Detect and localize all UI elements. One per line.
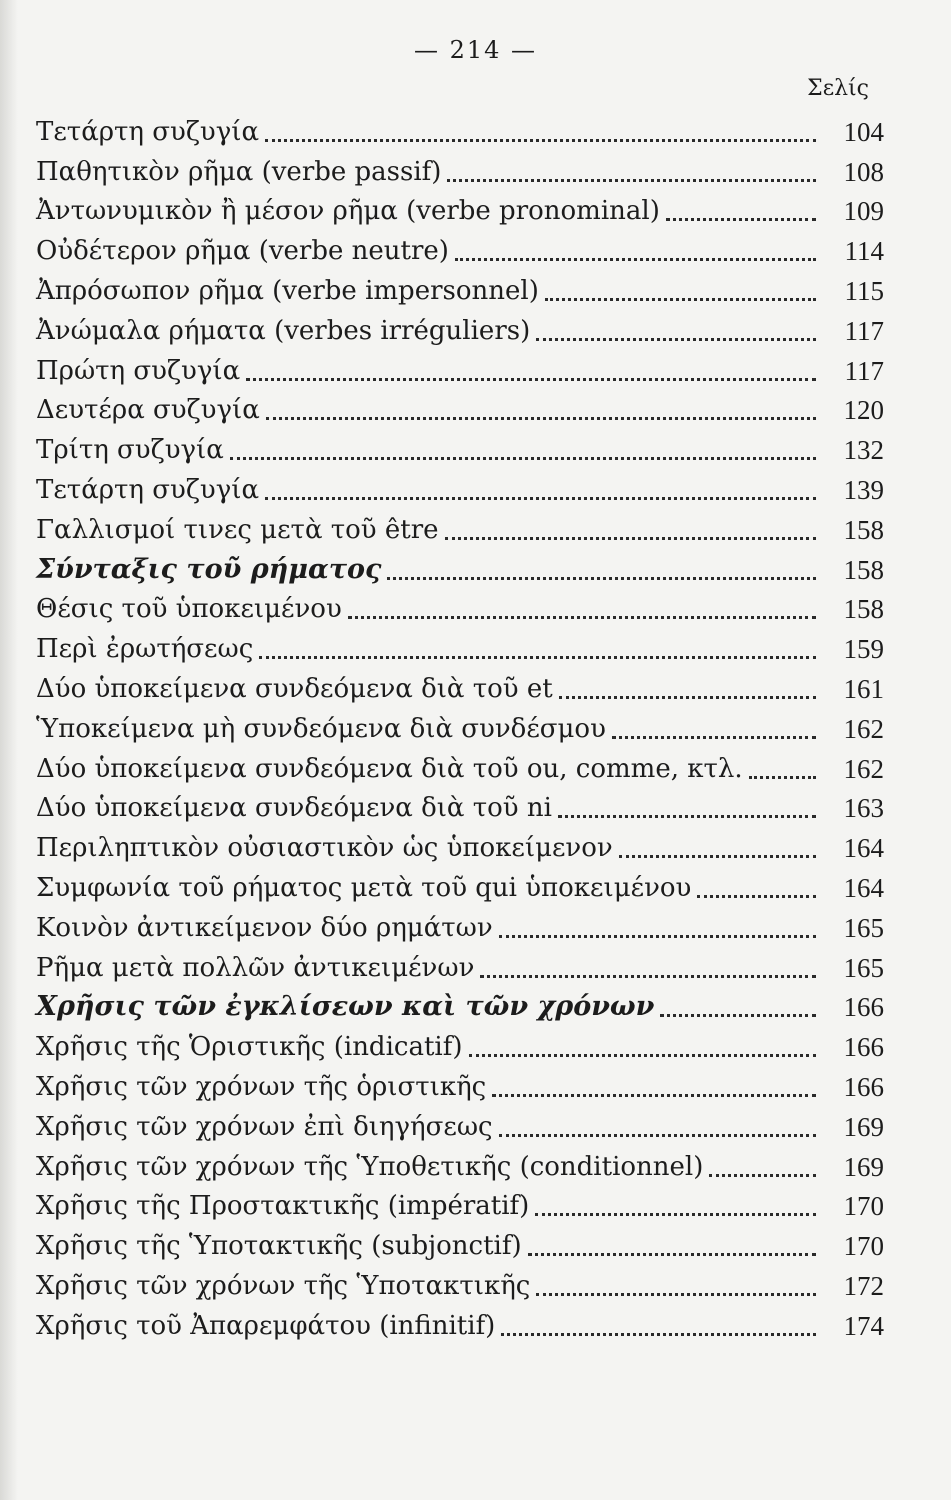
toc-entry-title: Χρῆσις τῆς Ὑποτακτικῆς (subjonctif) [36, 1231, 522, 1262]
toc-entry-title: Τετάρτη συζυγία [36, 474, 260, 505]
toc-entry-page: 120 [843, 395, 884, 426]
toc-entry-title: Χρῆσις τῶν χρόνων τῆς Ὑποτακτικῆς [36, 1270, 531, 1301]
toc-entry-page: 164 [843, 833, 884, 864]
toc-entry [36, 986, 884, 1026]
toc-entry-title: Παθητικὸν ρῆμα (verbe passif) [36, 156, 442, 187]
toc-entry-title: Οὐδέτερον ρῆμα (verbe neutre) [36, 236, 449, 267]
toc-entry-page: 169 [843, 1111, 884, 1142]
toc-entry-title: Δύο ὑποκείμενα συνδεόμενα διὰ τοῦ et [36, 673, 553, 704]
toc-entry-title: Χρῆσις τῶν χρόνων τῆς ὁριστικῆς [36, 1071, 487, 1102]
dot-leader [265, 487, 816, 500]
toc-entry-title: Κοινὸν ἀντικείμενον δύο ρημάτων [36, 912, 493, 943]
dot-leader [246, 368, 816, 381]
page-number: — 214 — [413, 36, 538, 64]
dot-leader [619, 845, 816, 858]
toc-entry [36, 548, 884, 588]
toc-entry-page: 164 [843, 872, 884, 903]
dot-leader [455, 248, 816, 261]
toc-entry-page: 158 [843, 514, 884, 545]
toc-entry [36, 389, 884, 429]
dot-leader [666, 208, 816, 221]
table-of-contents [36, 110, 884, 1344]
toc-entry-page: 169 [843, 1151, 884, 1182]
toc-entry-title: Τετάρτη συζυγία [36, 116, 260, 147]
toc-entry-title: Περὶ ἐρωτήσεως [36, 634, 254, 665]
toc-entry-title: Σύνταξις τοῦ ρήματος [36, 553, 382, 585]
toc-entry-page: 104 [843, 116, 884, 147]
toc-entry-title: Χρῆσις τῶν χρόνων ἐπὶ διηγήσεως [36, 1111, 493, 1142]
toc-entry-title: Χρῆσις τοῦ Ἀπαρεμφάτου (infinitif) [36, 1310, 496, 1341]
toc-entry-page: 161 [843, 673, 884, 704]
toc-entry [36, 1185, 884, 1225]
toc-entry [36, 1224, 884, 1264]
dot-leader [709, 1164, 816, 1177]
dot-leader [447, 169, 816, 182]
dot-leader [348, 606, 816, 619]
toc-entry-page: 165 [843, 912, 884, 943]
dot-leader [660, 1004, 816, 1017]
toc-entry-page: 170 [843, 1191, 884, 1222]
toc-entry [36, 747, 884, 787]
dot-leader [492, 1084, 816, 1097]
toc-entry [36, 906, 884, 946]
toc-entry [36, 1025, 884, 1065]
toc-entry [36, 269, 884, 309]
toc-entry [36, 508, 884, 548]
toc-entry-title: Χρῆσις τῶν ἐγκλίσεων καὶ τῶν χρόνων [36, 991, 655, 1023]
toc-entry [36, 1065, 884, 1105]
toc-entry-page: 162 [843, 713, 884, 744]
toc-entry-title: Τρίτη συζυγία [36, 435, 224, 466]
toc-entry-page: 165 [843, 952, 884, 983]
toc-entry [36, 349, 884, 389]
dot-leader [535, 1203, 816, 1216]
toc-entry-title: Δύο ὑποκείμενα συνδεόμενα διὰ τοῦ ou, comme, κτλ. [36, 753, 743, 784]
dot-leader [501, 1323, 816, 1336]
toc-entry-title: Ἀντωνυμικὸν ἢ μέσον ρῆμα (verbe pronominal) [36, 196, 660, 227]
dot-leader [536, 1283, 816, 1296]
dot-leader [499, 1124, 816, 1137]
toc-entry [36, 588, 884, 628]
toc-entry-title: Ἀπρόσωπον ρῆμα (verbe impersonnel) [36, 275, 539, 306]
toc-entry-title: Πρώτη συζυγία [36, 355, 241, 386]
toc-entry [36, 309, 884, 349]
toc-entry [36, 627, 884, 667]
toc-entry-page: 132 [843, 435, 884, 466]
toc-entry [36, 946, 884, 986]
toc-entry-title: Θέσις τοῦ ὑποκειμένου [36, 594, 342, 625]
dot-leader [612, 726, 816, 739]
dot-leader [558, 805, 816, 818]
toc-entry [36, 428, 884, 468]
dot-leader [480, 965, 816, 978]
toc-entry-title: Χρῆσις τῆς Ὁριστικῆς (indicatif) [36, 1032, 463, 1063]
toc-entry-title: Συμφωνία τοῦ ρήματος μετὰ τοῦ qui ὑποκειμένου [36, 872, 692, 903]
dot-leader [749, 766, 816, 779]
dot-leader [499, 925, 816, 938]
toc-entry-title: Δύο ὑποκείμενα συνδεόμενα διὰ τοῦ ni [36, 793, 552, 824]
toc-entry [36, 787, 884, 827]
toc-entry-title: Χρῆσις τῆς Προστακτικῆς (impératif) [36, 1191, 530, 1222]
toc-entry [36, 190, 884, 230]
toc-entry-page: 162 [843, 753, 884, 784]
toc-entry-page: 114 [844, 236, 884, 267]
page-edge-shadow [0, 0, 18, 1500]
dot-leader [445, 527, 816, 540]
dot-leader [536, 328, 816, 341]
toc-entry [36, 826, 884, 866]
toc-entry-page: 109 [843, 196, 884, 227]
toc-entry [36, 667, 884, 707]
toc-entry-page: 117 [844, 355, 884, 386]
toc-entry-page: 174 [843, 1310, 884, 1341]
dot-leader [559, 686, 816, 699]
toc-entry-page: 117 [844, 315, 884, 346]
toc-entry-title: Ρῆμα μετὰ πολλῶν ἀντικειμένων [36, 952, 475, 983]
toc-entry [36, 110, 884, 150]
toc-entry-page: 158 [843, 594, 884, 625]
toc-entry-page: 139 [843, 474, 884, 505]
dot-leader [528, 1243, 816, 1256]
toc-entry [36, 866, 884, 906]
toc-entry-page: 158 [843, 554, 884, 585]
dot-leader [230, 447, 816, 460]
dot-leader [266, 407, 816, 420]
toc-entry-title: Χρῆσις τῶν χρόνων τῆς Ὑποθετικῆς (conditionnel) [36, 1151, 704, 1182]
toc-entry-page: 115 [844, 275, 884, 306]
dot-leader [259, 646, 816, 659]
dot-leader [545, 288, 816, 301]
dot-leader [265, 129, 816, 142]
toc-entry [36, 229, 884, 269]
toc-entry-title: Ὑποκείμενα μὴ συνδεόμενα διὰ συνδέσμου [36, 713, 606, 744]
toc-entry-page: 108 [843, 156, 884, 187]
toc-entry-page: 166 [843, 992, 884, 1023]
toc-entry-page: 166 [843, 1032, 884, 1063]
toc-entry-title: Περιληπτικὸν οὐσιαστικὸν ὡς ὑποκείμενον [36, 833, 613, 864]
toc-entry-title: Γαλλισμοί τινες μετὰ τοῦ être [36, 514, 439, 545]
toc-entry-page: 170 [843, 1231, 884, 1262]
toc-entry [36, 1304, 884, 1344]
toc-entry [36, 468, 884, 508]
toc-entry [36, 1145, 884, 1185]
toc-entry [36, 707, 884, 747]
toc-entry [36, 150, 884, 190]
toc-entry-page: 166 [843, 1071, 884, 1102]
toc-entry-page: 172 [843, 1270, 884, 1301]
dot-leader [697, 885, 816, 898]
toc-entry [36, 1264, 884, 1304]
toc-entry-page: 163 [843, 793, 884, 824]
toc-entry [36, 1105, 884, 1145]
dot-leader [387, 567, 816, 580]
toc-entry-title: Ἀνώμαλα ρήματα (verbes irréguliers) [36, 315, 531, 346]
page-column-label: Σελίς [807, 76, 869, 101]
toc-entry-page: 159 [843, 634, 884, 665]
dot-leader [469, 1044, 817, 1057]
toc-entry-title: Δευτέρα συζυγία [36, 395, 260, 426]
